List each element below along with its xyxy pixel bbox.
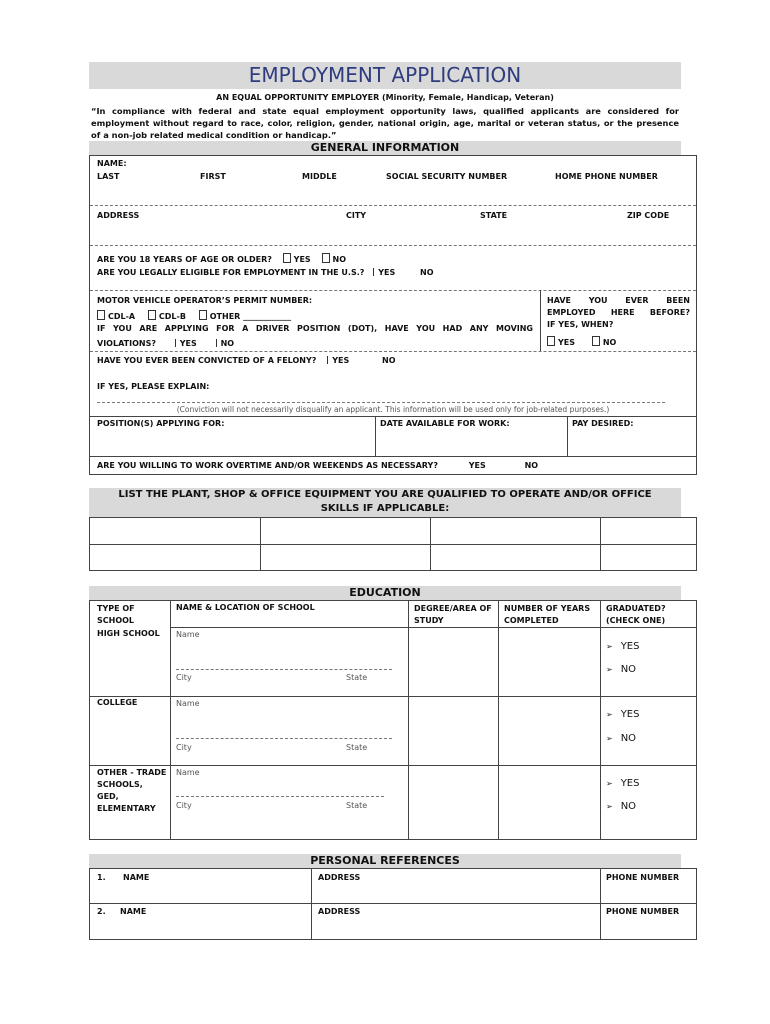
age-question: ARE YOU 18 YEARS OF AGE OR OLDER? YES NO	[97, 255, 346, 264]
col-years: NUMBER OF YEARS COMPLETED	[504, 604, 591, 625]
college-label: COLLEGE	[97, 698, 138, 707]
arrow-icon: ➢	[606, 710, 613, 719]
cdl-b-checkbox[interactable]	[148, 310, 156, 320]
references-heading: PERSONAL REFERENCES	[89, 854, 681, 868]
high-school-label: HIGH SCHOOL	[97, 629, 160, 638]
reference-1-number: 1.	[97, 873, 106, 882]
permit-label: MOTOR VEHICLE OPERATOR’S PERMIT NUMBER:	[97, 296, 313, 305]
other-schools-label: OTHER - TRADE SCHOOLS, GED, ELEMENTARY	[97, 768, 167, 813]
employed-options: YES NO	[547, 336, 616, 347]
col-type-of-school: TYPE OF SCHOOL	[97, 604, 135, 625]
high-school-state-label: State	[346, 673, 368, 682]
violations-question: VIOLATIONS? YES NO	[97, 339, 235, 348]
high-school-yes-option[interactable]: ➢ YES	[606, 641, 640, 652]
age-no-checkbox[interactable]	[322, 253, 330, 263]
college-city-label: City	[176, 743, 192, 752]
college-state-label: State	[346, 743, 368, 752]
violations-yes-checkbox[interactable]	[175, 339, 176, 347]
driver-question: IF YOU ARE APPLYING FOR A DRIVER POSITION (DOT), HAVE YOU HAD ANY MOVING	[97, 324, 533, 333]
city-label: CITY	[346, 211, 367, 220]
violations-no-checkbox[interactable]	[216, 339, 217, 347]
general-information-heading: GENERAL INFORMATION	[89, 141, 681, 155]
education-heading: EDUCATION	[89, 586, 681, 600]
eligible-question: ARE YOU LEGALLY ELIGIBLE FOR EMPLOYMENT IN THE U.S.? YES NO	[97, 268, 434, 277]
address-label: ADDRESS	[97, 211, 140, 220]
arrow-icon: ➢	[606, 665, 613, 674]
felony-yes-checkbox[interactable]	[327, 356, 328, 364]
high-school-no-option[interactable]: ➢ NO	[606, 664, 637, 675]
arrow-icon: ➢	[606, 642, 613, 651]
reference-2-name-label: NAME	[120, 907, 147, 916]
col-degree: DEGREE/AREA OF STUDY	[414, 604, 492, 625]
arrow-icon: ➢	[606, 779, 613, 788]
college-yes-option[interactable]: ➢ YES	[606, 709, 640, 720]
name-label: NAME:	[97, 159, 127, 168]
employed-no-checkbox[interactable]	[592, 336, 600, 346]
col-graduated: GRADUATED? (CHECK ONE)	[606, 604, 666, 625]
high-school-city-label: City	[176, 673, 192, 682]
explain-label: IF YES, PLEASE EXPLAIN:	[97, 382, 210, 391]
positions-label: POSITION(S) APPLYING FOR:	[97, 419, 225, 428]
reference-2-phone-label: PHONE NUMBER	[606, 907, 680, 916]
employed-yes-checkbox[interactable]	[547, 336, 555, 346]
arrow-icon: ➢	[606, 802, 613, 811]
zip-label: ZIP CODE	[627, 211, 670, 220]
reference-2-number: 2.	[97, 907, 106, 916]
other-name-label: Name	[176, 768, 200, 777]
college-no-option[interactable]: ➢ NO	[606, 733, 637, 744]
other-yes-option[interactable]: ➢ YES	[606, 778, 640, 789]
reference-1-address-label: ADDRESS	[318, 873, 361, 882]
license-types: CDL-A CDL-B OTHER ____________	[97, 310, 291, 321]
reference-2-address-label: ADDRESS	[318, 907, 361, 916]
subtitle: AN EQUAL OPPORTUNITY EMPLOYER (Minority, Female, Handicap, Veteran)	[216, 93, 554, 102]
age-yes-checkbox[interactable]	[283, 253, 291, 263]
pay-desired-label: PAY DESIRED:	[572, 419, 634, 428]
ssn-label: SOCIAL SECURITY NUMBER	[386, 172, 508, 181]
employed-before-question: HAVE YOU EVER BEEN EMPLOYED HERE BEFORE?	[547, 296, 690, 317]
conviction-note: (Conviction will not necessarily disqualify an applicant. This information will be used only for job-related purposes.)	[176, 405, 610, 414]
high-school-name-label: Name	[176, 630, 200, 639]
state-label: STATE	[480, 211, 508, 220]
other-no-option[interactable]: ➢ NO	[606, 801, 637, 812]
home-phone-label: HOME PHONE NUMBER	[555, 172, 658, 181]
other-license-checkbox[interactable]	[199, 310, 207, 320]
compliance-statement: “In compliance with federal and state equal employment opportunity laws, qualified applicants are considered for employment without regard to race, color, religion, gender, national origin, age, marital or veteran status, or the presence of a non-job related medical condition or handicap.”	[91, 106, 679, 140]
page-title: EMPLOYMENT APPLICATION	[89, 62, 681, 89]
first-name-label: FIRST	[200, 172, 226, 181]
last-name-label: LAST	[97, 172, 120, 181]
reference-1-phone-label: PHONE NUMBER	[606, 873, 680, 882]
equipment-heading: LIST THE PLANT, SHOP & OFFICE EQUIPMENT YOU ARE QUALIFIED TO OPERATE AND/OR OFFICE SKILLS IF APPLICABLE:	[89, 488, 681, 517]
if-yes-when-label: IF YES, WHEN?	[547, 320, 614, 329]
felony-question: HAVE YOU EVER BEEN CONVICTED OF A FELONY? YES NO	[97, 356, 396, 365]
other-state-label: State	[346, 801, 368, 810]
overtime-question: ARE YOU WILLING TO WORK OVERTIME AND/OR WEEKENDS AS NECESSARY? YES NO	[97, 461, 539, 470]
col-name-location: NAME & LOCATION OF SCHOOL	[176, 603, 315, 612]
cdl-a-checkbox[interactable]	[97, 310, 105, 320]
college-name-label: Name	[176, 699, 200, 708]
reference-1-name-label: NAME	[123, 873, 150, 882]
date-available-label: DATE AVAILABLE FOR WORK:	[380, 419, 510, 428]
arrow-icon: ➢	[606, 734, 613, 743]
other-city-label: City	[176, 801, 192, 810]
middle-name-label: MIDDLE	[302, 172, 337, 181]
eligible-yes-checkbox[interactable]	[373, 268, 374, 276]
